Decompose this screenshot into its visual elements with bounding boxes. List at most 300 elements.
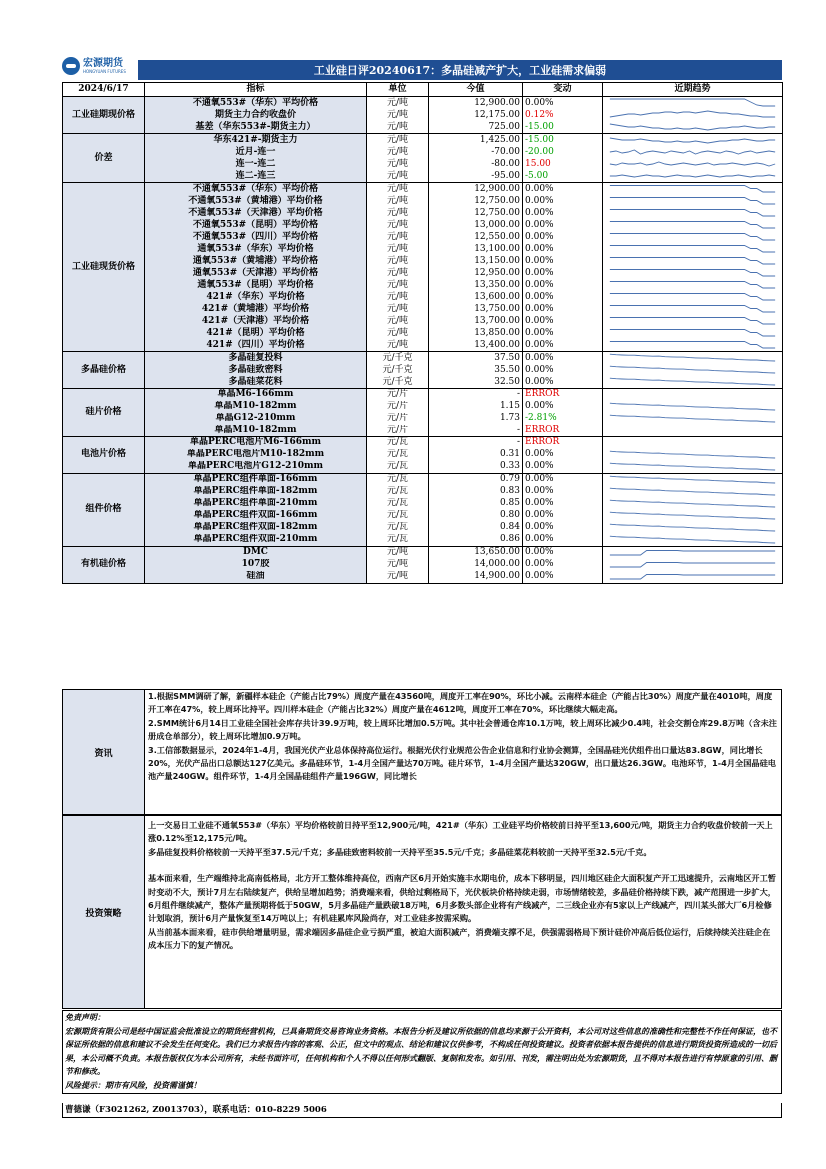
trend-cell <box>603 559 783 571</box>
trend-cell <box>603 364 783 376</box>
value-cell: 12,750.00 <box>429 195 523 207</box>
unit-cell: 元/吨 <box>367 121 429 134</box>
value-cell: 1,425.00 <box>429 134 523 147</box>
disclaimer-body: 宏源期货有限公司是经中国证监会批准设立的期货经营机构，已具备期货交易咨询业务资格。本报告分析及建议所依据的信息均来源于公开资料，本公司对这些信息的准确性和完整性不作任何保证，也不保证所依据的信息和建议不会发生任何变化。我们已力求报告内容的客观、公正，但文中的观点、结论和建议仅供参考，不构成任何投资建议。投资者依据本报告提供的信息进行期货投资所造成的一切后果，本公司概不负责。本报告版权仅为本公司所有，未经书面许可，任何机构和个人不得以任何形式翻版、复制和发布。如引用、刊发，需注明出处为宏源期货，且不得对本报告进行有悖原意的引用、删节和修改。 <box>65 1025 777 1077</box>
table-row <box>63 571 783 584</box>
trend-cell <box>603 376 783 389</box>
change-cell: 0.00% <box>523 376 603 389</box>
sparkline-series <box>610 198 775 205</box>
trend-cell <box>603 449 783 461</box>
value-cell: 12,900.00 <box>429 183 523 196</box>
sparkline-series <box>610 150 775 154</box>
sparkline-series <box>610 330 775 337</box>
change-cell: 0.00% <box>523 267 603 279</box>
indicator-cell: 421#（华东）平均价格 <box>145 291 367 303</box>
change-cell: 0.00% <box>523 207 603 219</box>
value-cell: 35.50 <box>429 364 523 376</box>
table-row <box>63 437 783 449</box>
value-cell: 1.15 <box>429 401 523 413</box>
trend-cell <box>603 267 783 279</box>
unit-cell: 元/吨 <box>367 195 429 207</box>
unit-cell: 元/片 <box>367 425 429 437</box>
unit-cell: 元/片 <box>367 413 429 425</box>
trend-cell <box>603 315 783 327</box>
table-row <box>63 291 783 303</box>
analyst-contact: 曹德谦（F3021262, Z0013703），联系电话：010-8229 5006 <box>62 1103 782 1118</box>
table-row <box>63 510 783 522</box>
indicator-cell: 通氧553#（华东）平均价格 <box>145 243 367 255</box>
unit-cell: 元/吨 <box>367 207 429 219</box>
category-cell: 工业硅现货价格 <box>63 183 145 352</box>
indicator-cell: 多晶硅复投料 <box>145 352 367 365</box>
indicator-cell: 单晶M10-182mm <box>145 425 367 437</box>
indicator-cell: 单晶PERC组件双面-210mm <box>145 534 367 547</box>
logo-cn: 宏源期货 <box>83 57 123 69</box>
change-cell: 0.12% <box>523 109 603 121</box>
indicator-cell: 不通氧553#（黄埔港）平均价格 <box>145 195 367 207</box>
sparkline-series <box>610 270 775 277</box>
value-cell: -80.00 <box>429 158 523 170</box>
indicator-cell: 单晶PERC组件单面-182mm <box>145 486 367 498</box>
unit-cell: 元/吨 <box>367 109 429 121</box>
table-row <box>63 267 783 279</box>
indicator-cell: 单晶PERC组件单面-166mm <box>145 473 367 486</box>
unit-cell: 元/吨 <box>367 546 429 559</box>
sparkline-series <box>610 415 775 422</box>
col-header-indicator: 指标 <box>145 83 367 97</box>
value-cell: 12,950.00 <box>429 267 523 279</box>
change-cell: 0.00% <box>523 327 603 339</box>
value-cell: 32.50 <box>429 376 523 389</box>
table-row <box>63 461 783 474</box>
change-cell: 0.00% <box>523 279 603 291</box>
change-cell: 0.00% <box>523 255 603 267</box>
sparkline-series <box>610 463 775 470</box>
indicator-cell: 不通氧553#（华东）平均价格 <box>145 97 367 110</box>
unit-cell: 元/吨 <box>367 231 429 243</box>
unit-cell: 元/片 <box>367 401 429 413</box>
value-cell: 12,750.00 <box>429 207 523 219</box>
unit-cell: 元/瓦 <box>367 437 429 449</box>
change-cell: 0.00% <box>523 291 603 303</box>
indicator-cell: 单晶PERC电池片G12-210mm <box>145 461 367 474</box>
change-cell: 0.00% <box>523 97 603 110</box>
change-cell: 0.00% <box>523 315 603 327</box>
table-row <box>63 376 783 389</box>
value-cell: 12,550.00 <box>429 231 523 243</box>
sparkline-series <box>610 222 775 229</box>
sparkline-series <box>610 366 775 373</box>
value-cell: 14,900.00 <box>429 571 523 584</box>
unit-cell: 元/瓦 <box>367 522 429 534</box>
sparkline <box>605 303 780 315</box>
table-row <box>63 158 783 170</box>
sparkline-series <box>610 294 775 301</box>
table-row <box>63 303 783 315</box>
table-header-row <box>63 83 783 97</box>
strategy-paragraph: 从当前基本面来看，硅市供给增量明显，需求端因多晶硅企业亏损严重，被迫大面积减产，消费端支撑不足，供强需弱格局下预计硅价冲高后低位运行，后续持续关注硅企在成本压力下的复产情况。 <box>148 926 771 951</box>
news-item: 3.工信部数据显示，2024年1-4月，我国光伏产业总体保持高位运行。根据光伏行业规范公告企业信息和行业协会测算，全国晶硅光伏组件出口量达83.8GW，同比增长20%，光伏产品出口总额达127亿美元。多晶硅环节，1-4月全国产量达70万吨。硅片环节，1-4月全国产量达320GW，出口量达26.3GW。电池环节，1-4月全国晶硅电池产量240GW。组件环节，1-4月全国晶硅组件产量196GW，同比增长 <box>148 744 776 782</box>
sparkline-series <box>610 186 775 193</box>
sparkline-series <box>610 488 775 495</box>
change-cell: -2.81% <box>523 413 603 425</box>
value-cell: 13,400.00 <box>429 339 523 352</box>
trend-cell <box>603 170 783 183</box>
table-row <box>63 449 783 461</box>
trend-cell <box>603 437 783 449</box>
col-header-unit: 单位 <box>367 83 429 97</box>
trend-cell <box>603 231 783 243</box>
trend-cell <box>603 255 783 267</box>
category-cell: 工业硅期现价格 <box>63 97 145 134</box>
change-cell: 15.00 <box>523 158 603 170</box>
change-cell: ERROR <box>523 425 603 437</box>
unit-cell: 元/瓦 <box>367 461 429 474</box>
sparkline-series <box>610 562 775 567</box>
sparkline-series <box>610 550 775 555</box>
table-row <box>63 121 783 134</box>
strategy-section <box>62 815 782 1009</box>
table-row <box>63 473 783 486</box>
sparkline-series <box>610 124 775 130</box>
table-row <box>63 97 783 110</box>
strategy-paragraph: 上一交易日工业硅不通氧553#（华东）平均价格较前日持平至12,900元/吨，421#（华东）工业硅平均价格较前日持平至13,600元/吨，期货主力合约收盘价较前一天上涨0.12%至12,175元/吨。 <box>148 820 773 844</box>
sparkline <box>605 267 780 279</box>
table-row <box>63 207 783 219</box>
change-cell: 0.00% <box>523 231 603 243</box>
indicator-cell: 硅油 <box>145 571 367 584</box>
sparkline <box>605 146 780 158</box>
sparkline <box>605 291 780 303</box>
trend-cell <box>603 134 783 147</box>
strategy-spacer <box>148 859 778 872</box>
sparkline <box>605 243 780 255</box>
change-cell: 0.00% <box>523 486 603 498</box>
trend-cell <box>603 303 783 315</box>
indicator-cell: 421#（四川）平均价格 <box>145 339 367 352</box>
table-row <box>63 327 783 339</box>
strategy-label: 投资策略 <box>63 816 145 1008</box>
change-cell: 0.00% <box>523 546 603 559</box>
table-row <box>63 534 783 547</box>
value-cell: 0.79 <box>429 473 523 486</box>
trend-cell <box>603 219 783 231</box>
trend-cell <box>603 109 783 121</box>
strategy-paragraph: 基本面来看，生产端维持北高南低格局，北方开工整体维持高位，西南产区6月开始实施丰水期电价，成本下移明显，四川地区硅企大面积复产开工迅速提升，云南地区开工暂时变动不大，预计7月左右陆续复产，供给呈增加趋势；消费端来看，供给过剩格局下，光伏板块价格持续走弱，市场情绪较差，多晶硅价格持续下跌，减产范围进一步扩大，6月组件继续减产，整体产量预期将低于50GW，5月多晶硅产量跌破18万吨，6月多数头部企业将有产线减产，二三线企业亦有5家以上产线减产，四川某头部大厂6月检修计划取消，预计6月产量恢复至14万吨以上；有机硅累库风险尚存，对工业硅多按需采购。 <box>148 873 776 924</box>
unit-cell: 元/瓦 <box>367 498 429 510</box>
table-row <box>63 352 783 365</box>
sparkline <box>605 109 780 121</box>
sparkline <box>605 339 780 351</box>
table-row <box>63 146 783 158</box>
trend-cell <box>603 510 783 522</box>
sparkline <box>605 413 780 425</box>
date-cell: 2024/6/17 <box>63 83 145 97</box>
trend-cell <box>603 207 783 219</box>
trend-cell <box>603 413 783 425</box>
indicator-cell: 421#（黄埔港）平均价格 <box>145 303 367 315</box>
report-title: 工业硅日评20240617：多晶硅减产扩大，工业硅需求偏弱 <box>138 60 782 80</box>
trend-cell <box>603 243 783 255</box>
unit-cell: 元/千克 <box>367 352 429 365</box>
value-cell: 13,350.00 <box>429 279 523 291</box>
risk-warning: 风险提示：期市有风险，投资需谨慎！ <box>65 1079 201 1090</box>
news-label: 资讯 <box>63 690 145 814</box>
sparkline-series <box>610 342 775 349</box>
change-cell: 0.00% <box>523 352 603 365</box>
value-cell: 13,650.00 <box>429 546 523 559</box>
change-cell: -15.00 <box>523 134 603 147</box>
table-row <box>63 522 783 534</box>
col-header-change: 变动 <box>523 83 603 97</box>
col-header-value: 今值 <box>429 83 523 97</box>
trend-cell <box>603 97 783 110</box>
indicator-cell: 不通氧553#（四川）平均价格 <box>145 231 367 243</box>
sparkline-series <box>610 524 775 531</box>
indicator-cell: 单晶PERC电池片M6-166mm <box>145 437 367 449</box>
unit-cell: 元/瓦 <box>367 473 429 486</box>
indicator-cell: 通氧553#（昆明）平均价格 <box>145 279 367 291</box>
sparkline-series <box>610 306 775 313</box>
table-row <box>63 279 783 291</box>
sparkline <box>605 401 780 413</box>
trend-cell <box>603 291 783 303</box>
sparkline <box>605 170 780 182</box>
sparkline <box>605 522 780 534</box>
sparkline <box>605 376 780 388</box>
indicator-cell: 单晶PERC组件双面-166mm <box>145 510 367 522</box>
logo-mark-icon <box>62 57 80 75</box>
strategy-paragraph: 多晶硅复投料价格较前一天持平至37.5元/千克；多晶硅致密料较前一天持平至35.5元/千克；多晶硅菜花料较前一天持平至32.5元/千克。 <box>148 846 652 857</box>
unit-cell: 元/片 <box>367 389 429 401</box>
sparkline <box>605 207 780 219</box>
unit-cell: 元/吨 <box>367 97 429 110</box>
indicator-cell: 单晶PERC电池片M10-182mm <box>145 449 367 461</box>
value-cell: 13,150.00 <box>429 255 523 267</box>
change-cell: -15.00 <box>523 121 603 134</box>
indicator-cell: 近月-连一 <box>145 146 367 158</box>
table-row <box>63 219 783 231</box>
unit-cell: 元/吨 <box>367 327 429 339</box>
trend-cell <box>603 158 783 170</box>
value-cell: 37.50 <box>429 352 523 365</box>
unit-cell: 元/吨 <box>367 170 429 183</box>
change-cell: 0.00% <box>523 498 603 510</box>
sparkline-series <box>610 234 775 241</box>
sparkline <box>605 219 780 231</box>
news-section <box>62 689 782 815</box>
change-cell: 0.00% <box>523 571 603 584</box>
category-cell: 有机硅价格 <box>63 546 145 583</box>
value-cell: 1.73 <box>429 413 523 425</box>
sparkline-series <box>610 258 775 265</box>
table-row <box>63 389 783 401</box>
change-cell: 0.00% <box>523 243 603 255</box>
trend-cell <box>603 498 783 510</box>
category-cell: 价差 <box>63 134 145 183</box>
trend-cell <box>603 534 783 547</box>
unit-cell: 元/瓦 <box>367 449 429 461</box>
unit-cell: 元/吨 <box>367 134 429 147</box>
indicator-cell: 421#（天津港）平均价格 <box>145 315 367 327</box>
unit-cell: 元/吨 <box>367 291 429 303</box>
table-row <box>63 170 783 183</box>
indicator-cell: 连二-连三 <box>145 170 367 183</box>
news-item: 1.根据SMM调研了解，新疆样本硅企（产能占比79%）周度产量在43560吨，周度开工率在90%，环比小减。云南样本硅企（产能占比30%）周度产量在4010吨，周度开工率在47%，较上周环比持平。四川样本硅企（产能占比32%）周度产量在4612吨，周度开工率在70%，环比继续大幅走高。 <box>148 691 773 715</box>
unit-cell: 元/吨 <box>367 158 429 170</box>
sparkline <box>605 449 780 461</box>
company-logo <box>62 53 134 79</box>
value-cell: 12,900.00 <box>429 97 523 110</box>
table-row <box>63 339 783 352</box>
sparkline <box>605 510 780 522</box>
change-cell: 0.00% <box>523 559 603 571</box>
unit-cell: 元/吨 <box>367 146 429 158</box>
sparkline <box>605 534 780 546</box>
sparkline <box>605 559 780 571</box>
unit-cell: 元/瓦 <box>367 510 429 522</box>
value-cell: 0.33 <box>429 461 523 474</box>
sparkline <box>605 195 780 207</box>
table-row <box>63 134 783 147</box>
news-text <box>145 690 781 814</box>
trend-cell <box>603 389 783 401</box>
value-cell: - <box>429 437 523 449</box>
indicator-cell: 基差（华东553#-期货主力） <box>145 121 367 134</box>
table-row <box>63 401 783 413</box>
table-row <box>63 109 783 121</box>
value-cell: 13,600.00 <box>429 291 523 303</box>
table-row <box>63 315 783 327</box>
trend-cell <box>603 546 783 559</box>
trend-cell <box>603 327 783 339</box>
unit-cell: 元/瓦 <box>367 486 429 498</box>
change-cell: 0.00% <box>523 401 603 413</box>
sparkline <box>605 352 780 364</box>
unit-cell: 元/千克 <box>367 364 429 376</box>
table-row <box>63 498 783 510</box>
trend-cell <box>603 121 783 134</box>
value-cell: 12,175.00 <box>429 109 523 121</box>
category-cell: 多晶硅价格 <box>63 352 145 389</box>
sparkline <box>605 255 780 267</box>
unit-cell: 元/千克 <box>367 376 429 389</box>
unit-cell: 元/吨 <box>367 559 429 571</box>
sparkline-series <box>610 403 775 410</box>
trend-cell <box>603 352 783 365</box>
value-cell: 0.83 <box>429 486 523 498</box>
trend-cell <box>603 146 783 158</box>
unit-cell: 元/吨 <box>367 267 429 279</box>
sparkline <box>605 183 780 195</box>
trend-cell <box>603 473 783 486</box>
change-cell: 0.00% <box>523 195 603 207</box>
sparkline <box>605 571 780 583</box>
value-cell: 0.85 <box>429 498 523 510</box>
sparkline-series <box>610 476 775 483</box>
unit-cell: 元/吨 <box>367 255 429 267</box>
price-table <box>62 82 783 584</box>
value-cell: -70.00 <box>429 146 523 158</box>
value-cell: 13,100.00 <box>429 243 523 255</box>
trend-cell <box>603 486 783 498</box>
value-cell: 0.86 <box>429 534 523 547</box>
table-row <box>63 559 783 571</box>
indicator-cell: 单晶PERC组件单面-210mm <box>145 498 367 510</box>
table-row <box>63 413 783 425</box>
unit-cell: 元/吨 <box>367 279 429 291</box>
table-row <box>63 364 783 376</box>
sparkline-series <box>610 138 775 143</box>
sparkline <box>605 231 780 243</box>
indicator-cell: 单晶M6-166mm <box>145 389 367 401</box>
change-cell: 0.00% <box>523 303 603 315</box>
indicator-cell: 多晶硅致密料 <box>145 364 367 376</box>
sparkline-series <box>610 451 775 458</box>
value-cell: 13,850.00 <box>429 327 523 339</box>
change-cell: 0.00% <box>523 534 603 547</box>
category-cell: 组件价格 <box>63 473 145 546</box>
indicator-cell: DMC <box>145 546 367 559</box>
trend-cell <box>603 195 783 207</box>
sparkline <box>605 498 780 510</box>
unit-cell: 元/吨 <box>367 315 429 327</box>
sparkline-series <box>610 574 775 579</box>
sparkline-series <box>610 210 775 217</box>
unit-cell: 元/吨 <box>367 303 429 315</box>
table-row <box>63 243 783 255</box>
value-cell: 13,700.00 <box>429 315 523 327</box>
change-cell: 0.00% <box>523 339 603 352</box>
change-cell: 0.00% <box>523 183 603 196</box>
logo-en: HONGYUAN FUTURES <box>83 68 126 74</box>
unit-cell: 元/瓦 <box>367 534 429 547</box>
indicator-cell: 连一-连二 <box>145 158 367 170</box>
indicator-cell: 期货主力合约收盘价 <box>145 109 367 121</box>
sparkline <box>605 364 780 376</box>
sparkline <box>605 134 780 146</box>
indicator-cell: 421#（昆明）平均价格 <box>145 327 367 339</box>
col-header-trend: 近期趋势 <box>603 83 783 97</box>
sparkline-series <box>610 318 775 325</box>
unit-cell: 元/吨 <box>367 571 429 584</box>
value-cell: 13,000.00 <box>429 219 523 231</box>
trend-cell <box>603 401 783 413</box>
sparkline-series <box>610 162 775 166</box>
sparkline-series <box>610 354 775 361</box>
change-cell: 0.00% <box>523 364 603 376</box>
sparkline-series <box>610 111 775 117</box>
sparkline <box>605 547 780 559</box>
sparkline-series <box>610 246 775 253</box>
trend-cell <box>603 461 783 474</box>
value-cell: 0.84 <box>429 522 523 534</box>
value-cell: 0.80 <box>429 510 523 522</box>
indicator-cell: 不通氧553#（昆明）平均价格 <box>145 219 367 231</box>
value-cell: - <box>429 425 523 437</box>
sparkline <box>605 486 780 498</box>
sparkline-series <box>610 536 775 543</box>
table-row <box>63 183 783 196</box>
trend-cell <box>603 425 783 437</box>
indicator-cell: 单晶G12-210mm <box>145 413 367 425</box>
category-cell: 硅片价格 <box>63 389 145 437</box>
unit-cell: 元/吨 <box>367 243 429 255</box>
trend-cell <box>603 339 783 352</box>
table-row <box>63 231 783 243</box>
news-item: 2.SMM统计6月14日工业硅全国社会库存共计39.9万吨，较上周环比增加0.5万吨。其中社会普通仓库10.1万吨，较上周环比减少0.4吨，社会交割仓库29.8万吨（含未注册成仓单部分），较上周环比增加0.9万吨。 <box>148 717 777 742</box>
value-cell: 725.00 <box>429 121 523 134</box>
